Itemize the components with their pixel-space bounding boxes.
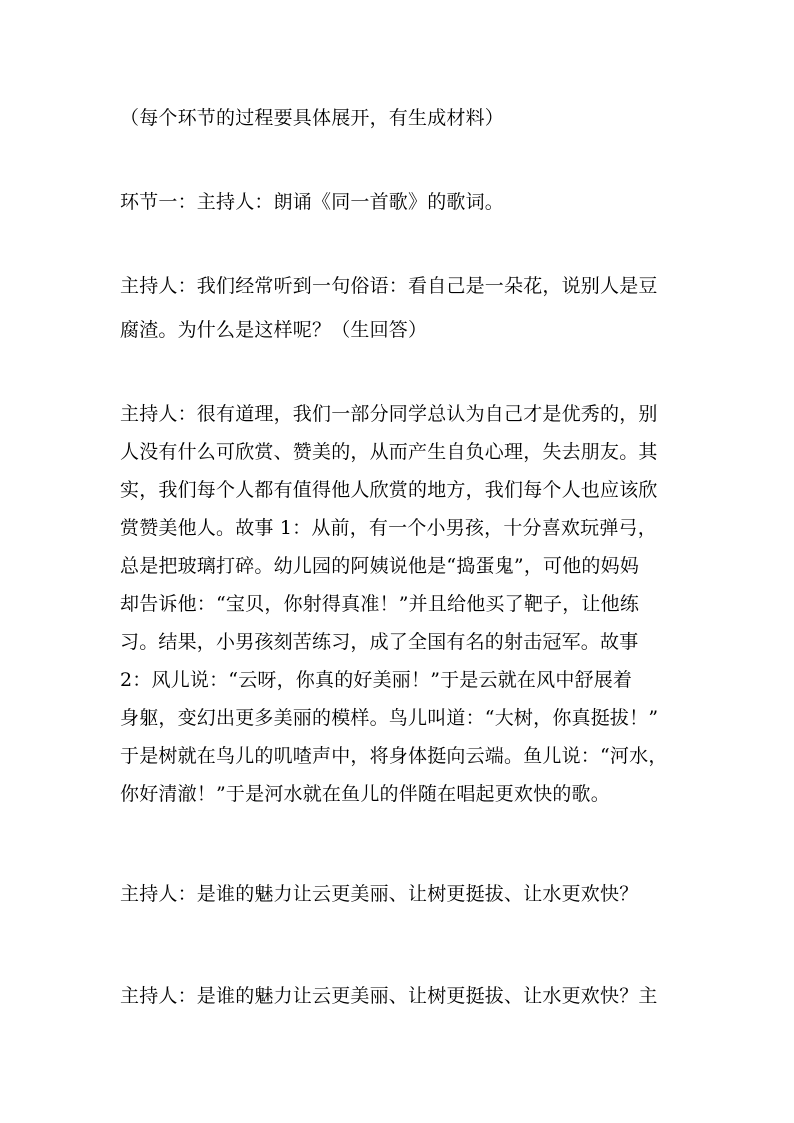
- paragraph-4-line-11: 你好清澈！”于是河水就在鱼儿的伴随在唱起更欢快的歌。: [120, 783, 610, 805]
- paragraph-4-line-10: 于是树就在鸟儿的叽喳声中，将身体挺向云端。鱼儿说：“河水，: [120, 745, 668, 767]
- paragraph-6-line-1: 主持人：是谁的魅力让云更美丽、让树更挺拔、让水更欢快？主: [120, 985, 658, 1007]
- paragraph-3-line-2: 腐渣。为什么是这样呢？（生回答）: [120, 319, 428, 341]
- paragraph-4-line-4: 赏赞美他人。故事 1：从前，有一个小男孩，十分喜欢玩弹弓，: [120, 517, 657, 539]
- paragraph-1-line-1: （每个环节的过程要具体展开，有生成材料）: [120, 107, 505, 129]
- paragraph-4-line-8: 2：风儿说：“云呀，你真的好美丽！”于是云就在风中舒展着: [120, 669, 633, 691]
- paragraph-2-line-1: 环节一：主持人：朗诵《同一首歌》的歌词。: [120, 191, 505, 213]
- paragraph-4-line-2: 人没有什么可欣赏、赞美的，从而产生自负心理，失去朋友。其: [120, 441, 658, 463]
- paragraph-5-line-1: 主持人：是谁的魅力让云更美丽、让树更挺拔、让水更欢快？: [120, 883, 639, 905]
- paragraph-4-line-6: 却告诉他：“宝贝，你射得真准！”并且给他买了靶子，让他练: [120, 593, 640, 615]
- paragraph-4-line-5: 总是把玻璃打碎。幼儿园的阿姨说他是“捣蛋鬼”，可他的妈妈: [120, 555, 640, 577]
- paragraph-4-line-1: 主持人：很有道理，我们一部分同学总认为自己才是优秀的，别: [120, 403, 658, 425]
- paragraph-3-line-1: 主持人：我们经常听到一句俗语：看自己是一朵花，说别人是豆: [120, 275, 658, 297]
- paragraph-4-line-7: 习。结果，小男孩刻苦练习，成了全国有名的射击冠军。故事: [120, 631, 639, 653]
- paragraph-4-line-3: 实，我们每个人都有值得他人欣赏的地方，我们每个人也应该欣: [120, 479, 658, 501]
- paragraph-4-line-9: 身躯，变幻出更多美丽的模样。鸟儿叫道：“大树，你真挺拔！”: [120, 707, 659, 729]
